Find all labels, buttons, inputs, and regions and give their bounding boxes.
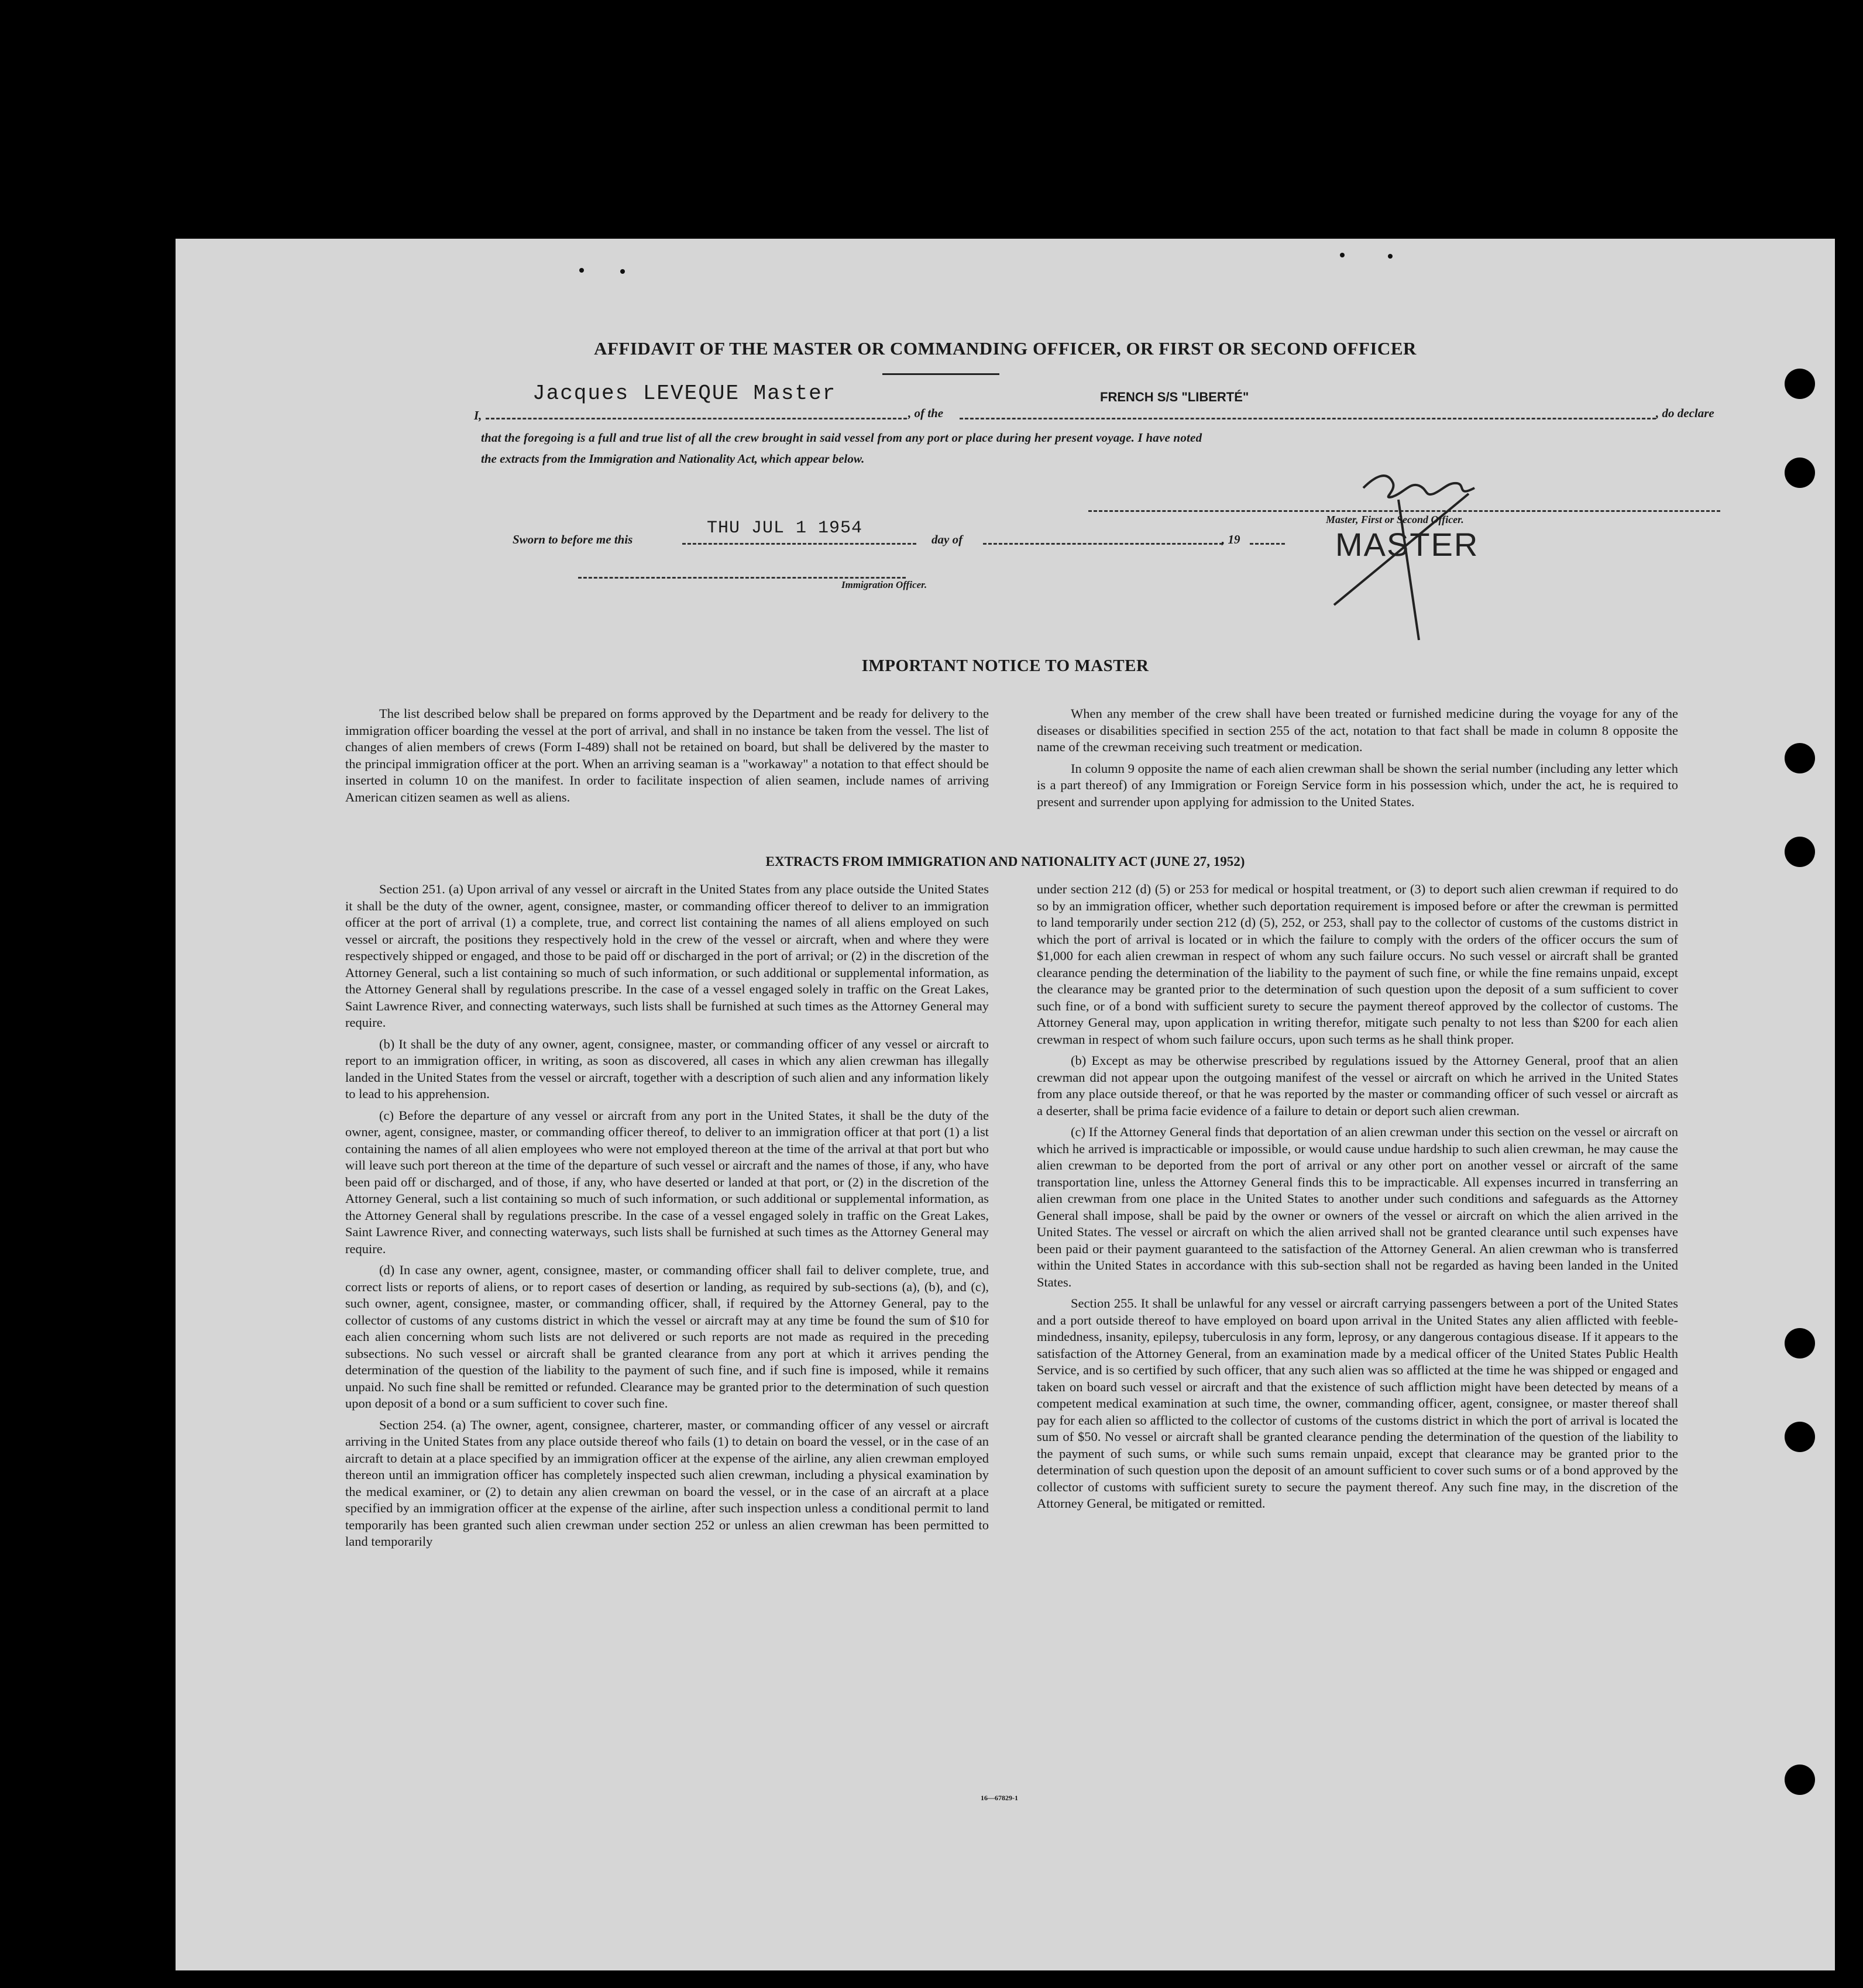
day-of-line [983, 543, 1223, 545]
officer-line [578, 577, 906, 579]
notice-left-column [345, 706, 989, 806]
extract-left-paragraph: (d) In case any owner, agent, consignee, master, or commanding officer shall fail to deliver complete, true, and correct lists or reports of aliens, or to report cases of desertion or landing, as required by sub-sections (a), (b), and (c), such owner, agent, consignee, master, or commanding officer, shall, if required by the Attorney General, pay to the collector of customs of any customs district in which the vessel or aircraft may at any time be found the sum of $10 for each alien concerning whom such lists are not delivered or such reports are not made as required in the preceding subsections. No such vessel or aircraft shall be granted clearance from any port at which it arrives pending the determination of the question of the liability to the payment of such fine, and if such fine is imposed, while it remains unpaid. No such fine shall be remitted or refunded. Clearance may be granted prior to the determination of such question upon deposit of a bond or a sum sufficient to cover such fine. [345, 1263, 989, 1411]
extracts-right-column [1037, 881, 1678, 1512]
year-line [1250, 543, 1285, 545]
extract-left-paragraph: (b) It shall be the duty of any owner, agent, consignee, master, or commanding officer of any vessel or aircraft to report to an immigration officer, in writing, as soon as discovered, all cases in which any alien crewman has illegally landed in the United States from the vessel or aircraft, together with a description of such alien and any information likely to lead to his apprehension. [345, 1036, 989, 1101]
notice-title: IMPORTANT NOTICE TO MASTER [861, 656, 1149, 675]
extract-left-paragraph: Section 251. (a) Upon arrival of any vessel or aircraft in the United States from any place outside the United States it shall be the duty of the owner, agent, consignee, master, or commanding officer thereof to deliver to an immigration officer at the port of arrival (1) a complete, true, and correct list containing the names of all aliens employed on such vessel or aircraft, the positions they respectively hold in the crew of the vessel or aircraft, when and where they were respectively shipped or engaged, and those to be paid off or discharged in the port of arrival; or (2) in the discretion of the Attorney General, such a list containing so much of such information, or such additional or supplemental information, as the Attorney General shall by regulations prescribe. In the case of a vessel engaged solely in traffic on the Great Lakes, Saint Lawrence River, and connecting waterways, such lists shall be furnished at such times as the Attorney General may require. [345, 882, 989, 1030]
extract-left-paragraph: Section 254. (a) The owner, agent, consignee, charterer, master, or commanding officer of any vessel or aircraft arriving in the United States from any place outside thereof who fails (1) to detain on board the vessel, or in the case of an aircraft to detain at a place specified by an immigration officer at the expense of the airline, any alien crewman employed thereon until an immigration officer has completely inspected such alien crewman, including a physical examination by the medical examiner, or (2) to detain any alien crewman on board the vessel, or in the case of an aircraft at a place specified by an immigration officer at the expense of the airline, after such inspection unless a conditional permit to land temporarily has been granted such alien crewman under section 252 or unless an alien crewman has been permitted to land temporarily [345, 1417, 989, 1549]
master-name-typed: Jacques LEVEQUE Master [532, 381, 837, 405]
punch-hole [1785, 458, 1815, 488]
sworn-date-line [682, 543, 916, 545]
punch-hole [1785, 369, 1815, 399]
speck [620, 269, 625, 274]
extract-right-paragraph: Section 255. It shall be unlawful for any vessel or aircraft carrying passengers between a port of the United States and a port outside thereof to have employed on board upon arrival in the United States any alien afflicted with feeble-mindedness, insanity, epilepsy, tuberculosis in any form, leprosy, or any dangerous contagious disease. If it appears to the satisfaction of the Attorney General, from an examination made by a medical officer of the United States Public Health Service, and is so certified by such officer, that any such alien was so afflicted at the time he was shipped or engaged and taken on board such vessel or aircraft and that the existence of such affliction might have been detected by means of a competent medical examination at such time, the owner, commanding officer, agent, consignee, or master thereof shall pay for each alien so afflicted to the collector of customs of the customs district in which the port of arrival is located the sum of $50. No vessel or aircraft shall be granted clearance pending the determination of the question of the liability to the payment of such sums, or while such sums remain unpaid, except that clearance may be granted prior to the determination of such question upon the deposit of an amount sufficient to cover such sums or of a bond approved by the collector of customs with sufficient surety to secure the payment thereof. Any such fine may, in the discretion of the Attorney General, be mitigated or remitted. [1037, 1296, 1678, 1511]
master-stamp: MASTER [1335, 526, 1479, 563]
extract-right-paragraph: (b) Except as may be otherwise prescribed by regulations issued by the Attorney General, proof that an alien crewman did not appear upon the outgoing manifest of the vessel or aircraft on which he arrived in the United States from any place outside thereof, or that he was reported by the master or commanding officer of such vessel or aircraft as a deserter, shall be prima facie evidence of a failure to detain or deport such alien crewman. [1037, 1053, 1678, 1118]
year-prefix: , 19 [1222, 532, 1240, 546]
name-line [486, 418, 907, 419]
extracts-title: EXTRACTS FROM IMMIGRATION AND NATIONALITY ACT (JUNE 27, 1952) [765, 854, 1245, 869]
speck [579, 268, 584, 273]
form-code: 16—67829-1 [981, 1794, 1018, 1802]
signature-caption: Master, First or Second Officer. [1326, 514, 1464, 525]
of-the-label: , of the [908, 406, 944, 420]
i-label: I, [474, 408, 482, 422]
extract-left-paragraph: (c) Before the departure of any vessel or aircraft from any port in the United States, it shall be the duty of the owner, agent, consignee, master, or commanding officer thereof, to deliver to an immigration officer at that port (1) a list containing the names of all alien employees who were not employed thereon at the time of the arrival at that port but who will leave such port thereon at the time of the departure of such vessel or aircraft and the names of those, if any, who have been paid off or discharged, and of those, if any, who have deserted or landed at that port, or (2) in the discretion of the Attorney General, such a list containing so much of such information, or such additional or supplemental information, as the Attorney General shall by regulations prescribe. In the case of a vessel engaged solely in traffic on the Great Lakes, Saint Lawrence River, and connecting waterways, such lists shall be furnished at such times as the Attorney General may require. [345, 1107, 989, 1256]
punch-hole [1785, 1328, 1815, 1358]
title-rule [882, 373, 999, 375]
speck [1388, 254, 1393, 259]
day-of-label: day of [932, 532, 963, 546]
declaration-line-1: that the foregoing is a full and true list of all the crew brought in said vessel from any port or place during her present voyage. I have noted [481, 431, 1202, 445]
sworn-label: Sworn to before me this [513, 532, 633, 546]
extract-right-paragraph: under section 212 (d) (5) or 253 for medical or hospital treatment, or (3) to deport such alien crewman if required to do so by an immigration officer, whether such deportation requirement is imposed before or after the crewman is permitted to land temporarily under section 212 (d) (5), 252, or 253, shall pay to the collector of customs of the customs district in which the port of arrival is located or in which the failure to comply with the orders of the officer occurs the sum of $1,000 for each alien crewman in respect of whom any such failure occurs. No such vessel or aircraft shall be granted clearance pending the determination of the liability to the payment of such fine, or while the fine remains unpaid, except the clearance may be granted prior to the determination of such question upon the deposit of a sum sufficient to cover such fine, or of a bond with sufficient surety to secure the payment thereof approved by the collector of customs. The Attorney General may, upon application in writing therefor, mitigate such penalty to not less than $200 for each alien crewman in respect of whom such failure occurs, upon such terms as he shall think proper. [1037, 882, 1678, 1047]
punch-hole [1785, 1422, 1815, 1452]
notice-right-paragraph-2: In column 9 opposite the name of each alien crewman shall be shown the serial number (including any letter which is a part thereof) of any Immigration or Foreign Service form in his possession which, under the act, he is required to present and surrender upon applying for admission to the United States. [1037, 761, 1678, 809]
officer-caption: Immigration Officer. [841, 579, 927, 590]
notice-left-paragraph: The list described below shall be prepared on forms approved by the Department and be ready for delivery to the immigration officer boarding the vessel at the port of arrival, and shall in no instance be taken from the vessel. The list of changes of alien members of crews (Form I-489) shall not be retained on board, but shall be delivered by the master to the principal immigration officer at the port. When an arriving seaman is a "workaway" a notation to that effect should be inserted in column 10 on the manifest. In order to facilitate inspection of alien seamen, include names of arriving American citizen seamen as well as aliens. [345, 706, 989, 804]
sworn-date: THU JUL 1 1954 [707, 518, 863, 538]
declaration-line-2: the extracts from the Immigration and Nationality Act, which appear below. [481, 452, 865, 466]
document-page [176, 239, 1835, 1970]
punch-hole [1785, 743, 1815, 773]
vessel-line [960, 418, 1656, 419]
extracts-left-column [345, 881, 989, 1550]
vessel-name: FRENCH S/S "LIBERTÉ" [1100, 390, 1249, 404]
notice-right-paragraph-1: When any member of the crew shall have been treated or furnished medicine during the voyage for any of the diseases or disabilities specified in section 255 of the act, notation to that fact shall be made in column 8 opposite the name of the crewman receiving such treatment or medication. [1037, 706, 1678, 754]
punch-hole [1785, 1765, 1815, 1795]
do-declare-label: , do declare [1656, 406, 1714, 420]
affidavit-title: AFFIDAVIT OF THE MASTER OR COMMANDING OFFICER, OR FIRST OR SECOND OFFICER [594, 338, 1417, 359]
speck [1340, 253, 1345, 257]
extract-right-paragraph: (c) If the Attorney General finds that deportation of an alien crewman under this section on the vessel or aircraft on which he arrived is impracticable or impossible, or would cause undue hardship to such alien crewman, he may cause the alien crewman to be deported from the port of arrival or any other port on another vessel or aircraft of the same transportation line, unless the Attorney General finds this to be impracticable. All expenses incurred in transferring an alien crewman from one place in the United States to another under such conditions and safeguards as the Attorney General shall impose, shall be paid by the owner or owners of the vessel or aircraft on which the alien arrived in the United States. The vessel or aircraft on which the alien arrived shall not be granted clearance until such expenses have been paid or their payment guaranteed to the satisfaction of the Attorney General. An alien crewman who is transferred within the United States in accordance with this sub-section shall not be regarded as having been landed in the United States. [1037, 1124, 1678, 1289]
notice-right-column [1037, 706, 1678, 810]
